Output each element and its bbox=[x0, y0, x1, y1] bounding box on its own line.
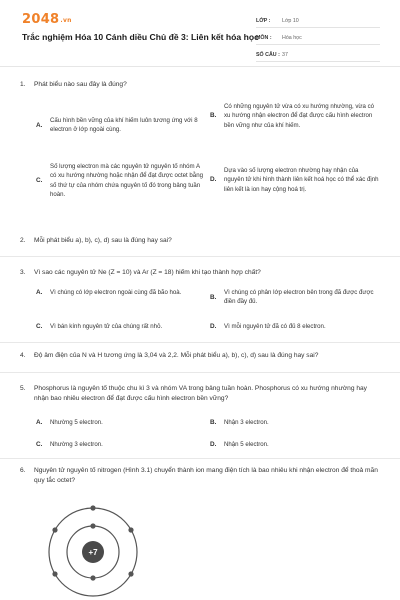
question-1 bbox=[20, 80, 380, 90]
option-letter: A. bbox=[36, 419, 43, 426]
option-3a[interactable] bbox=[36, 288, 206, 297]
question-text: Mỗi phát biểu a), b), c), d) sau là đúng hay sai? bbox=[34, 237, 172, 244]
electron bbox=[90, 575, 95, 580]
electron bbox=[52, 571, 57, 576]
question-6 bbox=[20, 466, 380, 486]
option-3d[interactable] bbox=[210, 322, 380, 331]
question-2 bbox=[20, 236, 380, 246]
option-text: Vì mỗi nguyên tử đã có đủ 8 electron. bbox=[224, 323, 326, 330]
option-letter: B. bbox=[210, 112, 217, 120]
question-4 bbox=[20, 351, 380, 361]
question-text: Vì sao các nguyên tử Ne (Z = 10) và Ar (Z = 18) hiếm khi tạo thành hợp chất? bbox=[34, 269, 261, 276]
option-text: Số lượng electron mà các nguyên tử nguyên tố nhóm A có xu hướng nhường hoặc nhận để đạt được octet bằng số thứ tự của nhóm chứa nguyên tố đó trong bảng tuần hoàn. bbox=[50, 163, 203, 199]
page-header bbox=[0, 0, 400, 67]
option-1b[interactable] bbox=[210, 102, 380, 130]
page-title: Trắc nghiệm Hóa 10 Cánh diều Chủ đề 3: Liên kết hóa học bbox=[22, 32, 259, 42]
meta-row-subject bbox=[256, 31, 380, 45]
question-number: 5. bbox=[20, 385, 26, 392]
question-5 bbox=[20, 384, 380, 404]
meta-label: SỐ CÂU : bbox=[256, 51, 280, 58]
logo-main: 2048 bbox=[22, 12, 60, 27]
option-letter: D. bbox=[210, 323, 217, 330]
meta-value: Lớp 10 bbox=[282, 17, 299, 24]
nitrogen-atom-figure bbox=[28, 500, 158, 600]
electron bbox=[52, 527, 57, 532]
site-logo[interactable] bbox=[22, 12, 72, 27]
option-5c[interactable] bbox=[36, 440, 206, 449]
option-5b[interactable] bbox=[210, 418, 380, 427]
option-1d[interactable] bbox=[210, 166, 380, 194]
option-text: Nhường 3 electron. bbox=[50, 441, 103, 448]
meta-label: LỚP : bbox=[256, 17, 271, 24]
option-text: Dựa vào số lượng electron nhường hay nhận của nguyên tử khi hình thành liên kết hoá học có thể xác định liên kết là ion hay cộng hoá trị. bbox=[224, 167, 379, 193]
question-1-options bbox=[36, 98, 380, 230]
question-number: 4. bbox=[20, 352, 26, 359]
option-text: Nhường 5 electron. bbox=[50, 419, 103, 426]
option-letter: D. bbox=[210, 441, 217, 448]
option-1c[interactable] bbox=[36, 162, 206, 200]
meta-value: 37 bbox=[282, 51, 288, 58]
option-letter: B. bbox=[210, 419, 217, 426]
meta-label: MÔN : bbox=[256, 34, 272, 41]
question-3 bbox=[20, 268, 380, 278]
option-3c[interactable] bbox=[36, 322, 206, 331]
option-text: Vì chúng có lớp electron ngoài cùng đã bão hoà. bbox=[50, 289, 182, 296]
option-letter: C. bbox=[36, 323, 43, 330]
question-number: 3. bbox=[20, 269, 26, 276]
option-letter: C. bbox=[36, 441, 43, 448]
divider bbox=[0, 256, 400, 257]
option-text: Nhận 5 electron. bbox=[224, 441, 269, 448]
question-3-options bbox=[36, 286, 380, 342]
question-5-options bbox=[36, 414, 380, 454]
question-number: 6. bbox=[20, 467, 26, 474]
electron bbox=[90, 505, 95, 510]
meta-value: Hóa học bbox=[282, 34, 302, 41]
option-text: Có những nguyên tử vừa có xu hướng nhường, vừa có xu hướng nhận electron để đạt được cấu hình electron bền vững như của khí hiếm. bbox=[224, 103, 375, 129]
divider bbox=[0, 372, 400, 373]
option-letter: C. bbox=[36, 177, 43, 185]
nucleus-label: +7 bbox=[88, 548, 98, 557]
question-number: 2. bbox=[20, 237, 26, 244]
quiz-meta bbox=[256, 14, 380, 65]
option-letter: A. bbox=[36, 289, 43, 296]
divider bbox=[0, 342, 400, 343]
option-letter: B. bbox=[210, 293, 217, 301]
option-letter: D. bbox=[210, 176, 217, 184]
option-letter: A. bbox=[36, 121, 43, 129]
question-text: Nguyên tử nguyên tố nitrogen (Hình 3.1) chuyển thành ion mang điện tích là bao nhiêu khi nhận electron để thoả mãn quy tắc octet? bbox=[34, 467, 378, 484]
meta-row-class bbox=[256, 14, 380, 28]
meta-row-count bbox=[256, 48, 380, 62]
electron bbox=[90, 523, 95, 528]
question-text: Phosphorus là nguyên tố thuộc chu kì 3 và nhóm VA trong bảng tuần hoàn. Phosphorus có xu hướng nhường hay nhận bao nhiêu electron để đạt được cấu hình electron bền vững? bbox=[34, 385, 367, 402]
option-3b[interactable] bbox=[210, 288, 380, 307]
logo-sub: .vn bbox=[60, 17, 72, 24]
option-1a[interactable] bbox=[36, 116, 206, 135]
option-5a[interactable] bbox=[36, 418, 206, 427]
electron bbox=[128, 527, 133, 532]
electron bbox=[128, 571, 133, 576]
option-text: Nhận 3 electron. bbox=[224, 419, 269, 426]
option-text: Vì chúng có phân lớp electron bên trong đã được được điền đầy đủ. bbox=[224, 289, 374, 306]
option-text: Cấu hình bền vững của khí hiếm luôn tương ứng với 8 electron ở lớp ngoài cùng. bbox=[50, 117, 198, 134]
divider bbox=[0, 458, 400, 459]
question-text: Phát biểu nào sau đây là đúng? bbox=[34, 81, 127, 88]
option-5d[interactable] bbox=[210, 440, 380, 449]
option-text: Vì bán kính nguyên tử của chúng rất nhỏ. bbox=[50, 323, 163, 330]
question-text: Độ âm điện của N và H tương ứng là 3,04 và 2,2. Mỗi phát biểu a), b), c), d) sau là đúng hay sai? bbox=[34, 352, 319, 359]
question-number: 1. bbox=[20, 81, 26, 88]
